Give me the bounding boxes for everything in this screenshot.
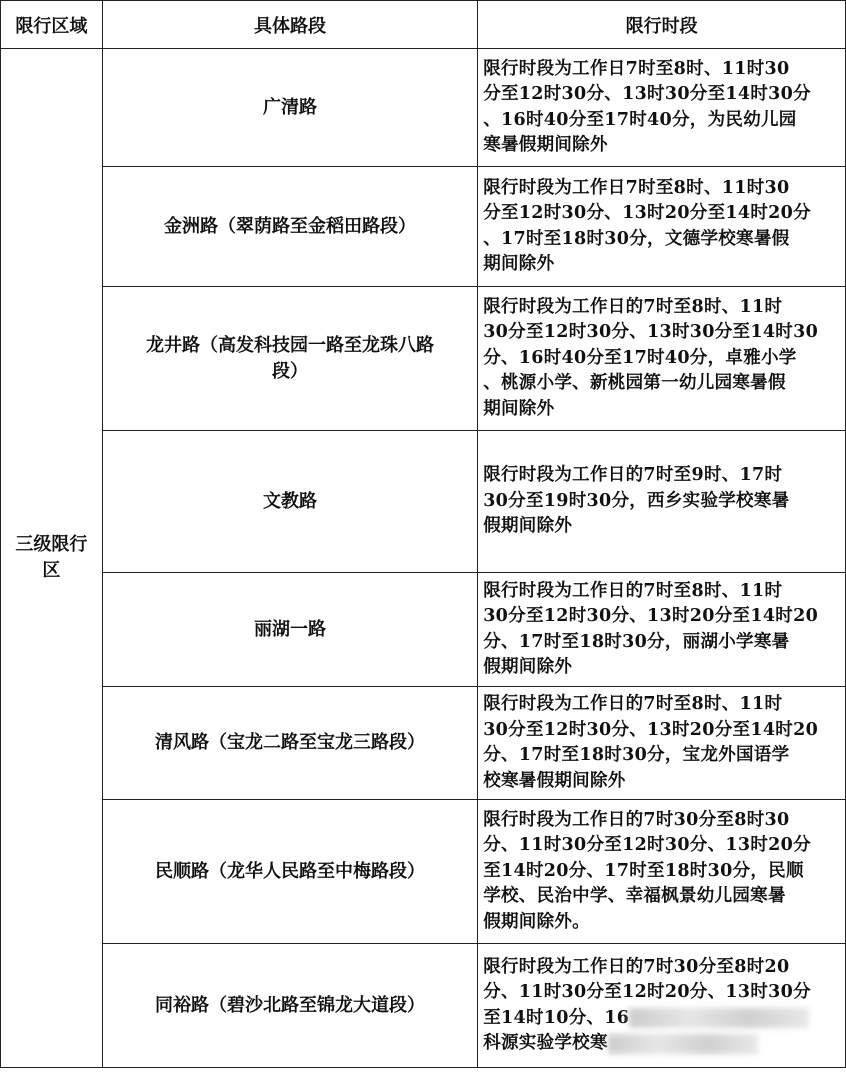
time-text: 限行时段为工作日的7时至9时、17时	[483, 465, 783, 486]
road-text: 广清路	[262, 96, 317, 118]
time-text: 假期间除外	[483, 516, 573, 537]
time-text: 分、11时30分至12时30分、13时20分	[483, 835, 811, 856]
time-text: 30分至12时30分、13时20分至14时20	[483, 719, 819, 740]
road-cell	[102, 944, 477, 1068]
time-text: 30分至12时30分、13时30分至14时30	[483, 322, 819, 343]
road-text: 丽湖一路	[253, 618, 326, 640]
table-row	[1, 167, 846, 287]
time-text: 分、16时40分至17时40分，卓雅小学	[483, 347, 797, 368]
time-text: 、17时至18时30分，文德学校寒暑假	[483, 228, 790, 249]
table-row	[1, 687, 846, 800]
road-cell	[102, 573, 477, 687]
time-text: 限行时段为工作日的7时30分至8时30	[483, 809, 790, 830]
road-cell	[102, 49, 477, 167]
zone-text: 三级限行	[15, 534, 88, 555]
time-cell	[478, 687, 846, 800]
table-header-row	[1, 1, 846, 49]
road-text: 清风路（宝龙二路至宝龙三路段）	[154, 732, 425, 753]
time-cell	[478, 431, 846, 573]
time-text: 限行时段为工作日的7时至8时、11时	[483, 580, 783, 601]
time-text: 寒暑假期间除外	[483, 135, 608, 155]
header-zone: 限行区域	[1, 1, 103, 49]
road-text: 民顺路（龙华人民路至中梅路段）	[154, 860, 425, 882]
time-text: 分至12时30分、13时30分至14时30分	[483, 84, 811, 104]
road-cell	[102, 800, 477, 944]
zone-text: 区	[42, 560, 61, 581]
header-road: 具体路段	[102, 1, 477, 49]
time-cell	[478, 287, 846, 431]
blurred-region	[608, 1034, 758, 1054]
time-text: 30分至12时30分、13时20分至14时20	[483, 606, 819, 626]
time-cell	[478, 573, 846, 687]
time-text: 至14时20分、17时至18时30分，民顺	[483, 860, 804, 881]
time-text: 限行时段为工作日7时至8时、11时30	[483, 177, 790, 198]
road-text: 同裕路（碧沙北路至锦龙大道段）	[154, 994, 425, 1016]
road-text: 段）	[271, 360, 308, 382]
time-text: 至14时10分、16	[483, 1007, 630, 1028]
time-text: 学校、民治中学、幸福枫景幼儿园寒暑	[483, 886, 786, 907]
time-text: 科源实验学校寒	[483, 1033, 608, 1053]
header-time: 限行时段	[478, 1, 846, 49]
time-text: 分至12时30分、13时20分至14时20分	[483, 203, 811, 223]
time-text: 限行时段为工作日7时至8时、11时30	[483, 58, 790, 79]
time-text: 期间除外	[483, 398, 555, 419]
time-cell	[478, 944, 846, 1068]
table-row	[1, 944, 846, 1068]
time-text: 校寒暑假期间除外	[483, 770, 626, 791]
time-cell	[478, 800, 846, 944]
time-text: 分、17时至18时30分，丽湖小学寒暑	[483, 631, 790, 652]
time-text: 假期间除外	[483, 657, 573, 677]
road-cell	[102, 167, 477, 287]
time-text: 限行时段为工作日的7时30分至8时20	[483, 956, 790, 977]
road-cell	[102, 287, 477, 431]
road-text: 金洲路（翠荫路至金稻田路段）	[163, 215, 416, 237]
table-row	[1, 573, 846, 687]
time-text: 、16时40分至17时40分，为民幼儿园	[483, 109, 797, 130]
road-text: 龙井路（高发科技园一路至龙珠八路	[145, 334, 434, 356]
time-cell	[478, 49, 846, 167]
time-text: 30分至19时30分，西乡实验学校寒暑	[483, 490, 790, 511]
time-text: 分、17时至18时30分，宝龙外国语学	[483, 745, 790, 765]
table-row	[1, 800, 846, 944]
table-row	[1, 287, 846, 431]
time-text: 期间除外	[483, 254, 555, 274]
time-cell	[478, 167, 846, 287]
table-row	[1, 431, 846, 573]
zone-cell	[1, 49, 103, 1068]
time-text: 假期间除外。	[483, 911, 590, 932]
time-text: 分、11时30分至12时20分、13时30分	[483, 982, 811, 1002]
blurred-region	[629, 1008, 809, 1028]
road-text: 文教路	[262, 490, 317, 512]
time-text: 限行时段为工作日的7时至8时、11时	[483, 694, 783, 714]
road-cell	[102, 687, 477, 800]
table-row	[1, 49, 846, 167]
time-text: 、桃源小学、新桃园第一幼儿园寒暑假	[483, 373, 786, 394]
time-text: 限行时段为工作日的7时至8时、11时	[483, 296, 783, 317]
road-cell	[102, 431, 477, 573]
